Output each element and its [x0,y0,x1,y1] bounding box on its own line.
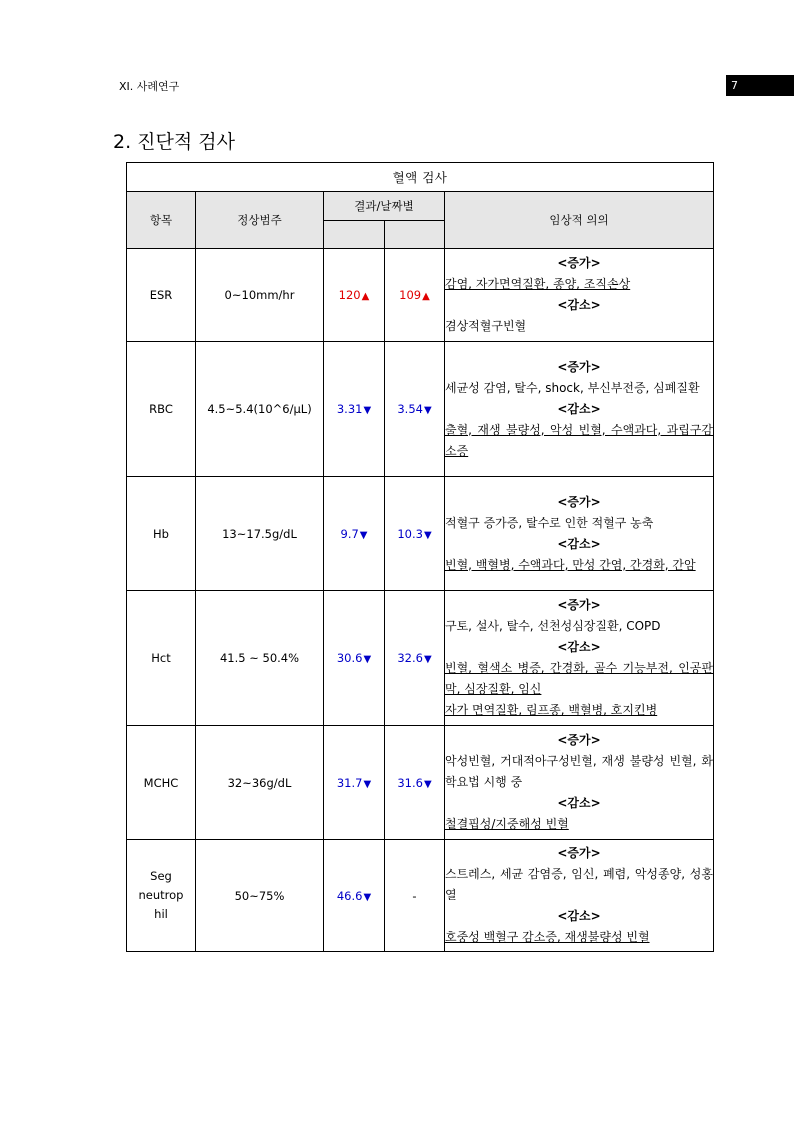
chapter-header: XI. 사례연구 [119,80,180,93]
result-1: 9.7▼ [324,477,385,591]
decrease-text: 빈혈, 백혈병, 수액과다, 만성 간염, 간경화, 간암 [445,557,696,572]
result-1: 46.6▼ [324,840,385,952]
increase-text: 적혈구 증가증, 탈수로 인한 적혈구 농축 [445,515,654,530]
item-name-line: neutrop [138,888,184,902]
decrease-label: <감소> [557,401,601,416]
increase-text: 악성빈혈, 거대적아구성빈혈, 재생 불량성 빈혈, 화학요법 시행 중 [445,754,713,789]
item-name: MCHC [127,726,196,840]
decrease-label: <감소> [557,536,601,551]
result-2: 3.54▼ [385,342,445,477]
result-2: - [385,840,445,952]
normal-range: 4.5~5.4(10^6/μL) [196,342,324,477]
arrow-up-icon: ▲ [422,291,430,302]
decrease-text: 겸상적혈구빈혈 [445,319,527,333]
arrow-down-icon: ▼ [363,405,372,416]
item-name-line: hil [154,907,168,921]
header-date-2 [385,221,445,249]
arrow-down-icon: ▼ [423,778,432,790]
result-2: 32.6▼ [385,591,445,726]
result-2: 109▲ [385,249,445,342]
table-row [127,591,714,726]
arrow-down-icon: ▼ [359,529,368,541]
table-row [127,726,714,840]
arrow-down-icon: ▼ [363,891,372,903]
table-row [127,477,714,591]
header-significance: 임상적 의의 [445,192,714,249]
table-row [127,249,714,342]
clinical-significance [445,840,714,952]
header-date-1 [324,221,385,249]
decrease-text: 출혈, 재생 불량성, 악성 빈혈, 수액과다, 과립구감소증 [445,422,713,458]
increase-text: 구토, 설사, 탈수, 선천성심장질환, COPD [445,619,661,633]
increase-text: 감염, 자가면역질환, 종양, 조직손상 [445,277,631,291]
increase-label: <증가> [557,494,601,509]
normal-range: 13~17.5g/dL [196,477,324,591]
header-item: 항목 [127,192,196,249]
arrow-down-icon: ▼ [423,529,432,541]
decrease-label: <감소> [557,796,601,810]
decrease-label: <감소> [557,298,601,312]
normal-range: 32~36g/dL [196,726,324,840]
item-name: RBC [127,342,196,477]
increase-text: 세균성 감염, 탈수, shock, 부신부전증, 심폐질환 [445,380,700,395]
normal-range: 50~75% [196,840,324,952]
item-name-line: Seg [150,869,172,883]
result-1: 30.6▼ [324,591,385,726]
section-title: 2. 진단적 검사 [113,131,235,153]
increase-label: <증가> [557,256,601,270]
item-name: ESR [127,249,196,342]
clinical-significance [445,477,714,591]
table-title: 혈액 검사 [127,163,714,192]
result-2: 31.6▼ [385,726,445,840]
clinical-significance [445,342,714,477]
increase-text: 스트레스, 세균 감염증, 임신, 폐렴, 악성종양, 성홍열 [445,867,713,902]
table-row [127,840,714,952]
item-name: Hb [127,477,196,591]
item-name [127,840,196,952]
increase-label: <증가> [557,598,601,612]
result-2: 10.3▼ [385,477,445,591]
decrease-text: 호중성 백혈구 감소증, 재생불량성 빈혈 [445,930,650,944]
result-1: 120▲ [324,249,385,342]
arrow-up-icon: ▲ [361,291,370,302]
result-1: 3.31▼ [324,342,385,477]
clinical-significance [445,249,714,342]
arrow-down-icon: ▼ [363,654,372,665]
arrow-down-icon: ▼ [423,654,432,665]
header-result: 결과/날짜별 [324,192,445,221]
result-1: 31.7▼ [324,726,385,840]
arrow-down-icon: ▼ [423,405,432,416]
arrow-down-icon: ▼ [363,778,372,790]
page-number: 7 [726,75,794,96]
table-row [127,342,714,477]
normal-range: 0~10mm/hr [196,249,324,342]
decrease-label: <감소> [557,640,601,654]
increase-label: <증가> [557,359,601,374]
increase-label: <증가> [557,733,601,747]
blood-test-table [126,162,714,952]
decrease-text: 철결핍성/지중해성 빈혈 [445,817,569,831]
header-range: 정상범주 [196,192,324,249]
decrease-label: <감소> [557,909,601,923]
decrease-text: 빈혈, 혈색소 병증, 간경화, 골수 기능부전, 인공판막, 심장질환, 임신 [445,661,713,696]
decrease-text-2: 자가 면역질환, 림프종, 백혈병, 호지킨병 [445,703,658,717]
clinical-significance [445,591,714,726]
item-name: Hct [127,591,196,726]
increase-label: <증가> [557,846,601,860]
clinical-significance [445,726,714,840]
normal-range: 41.5 ~ 50.4% [196,591,324,726]
